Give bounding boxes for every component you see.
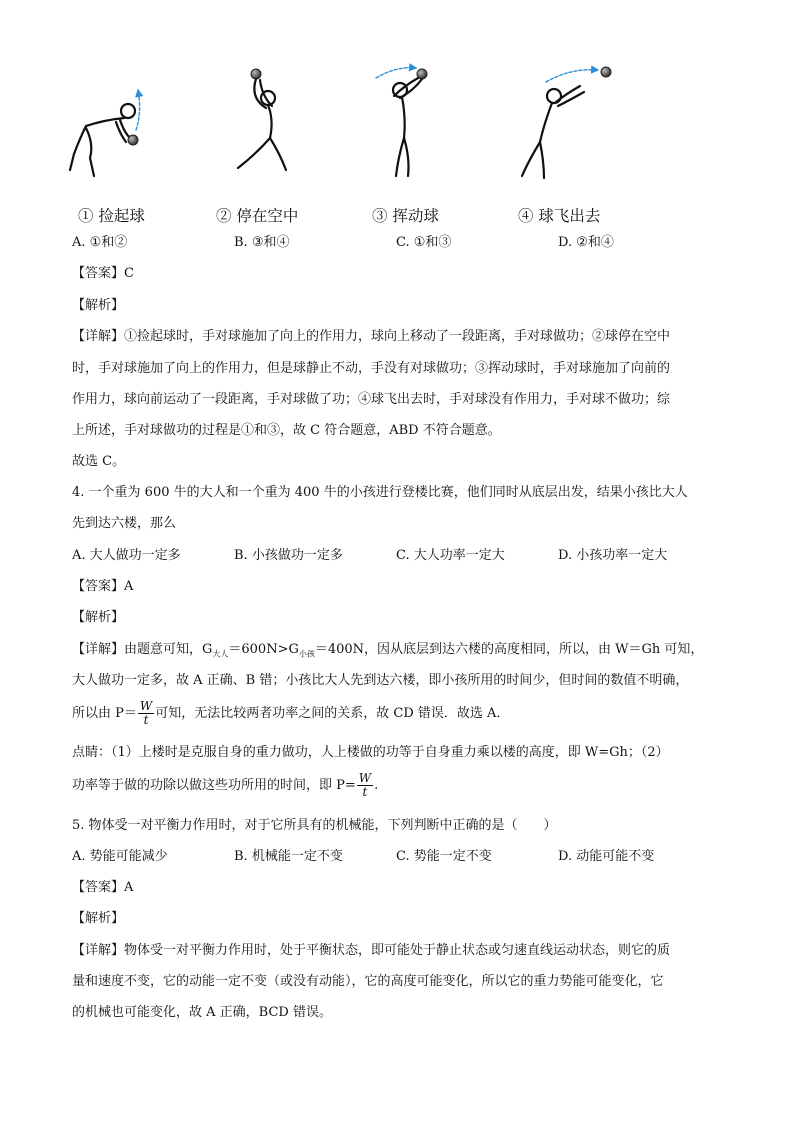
q4-detail-3-part-a: 所以由 P＝ bbox=[72, 706, 137, 721]
caption-figure-2: ② 停在空中 bbox=[216, 207, 299, 225]
q4-tip-2-part-a: 功率等于做的功除以做这些功所用的时间，即 P= bbox=[72, 778, 356, 793]
caption-figure-3: ③ 挥动球 bbox=[372, 207, 439, 225]
caption-figure-4: ④ 球飞出去 bbox=[518, 207, 601, 225]
q5-detail-line-1: 【详解】物体受一对平衡力作用时，处于平衡状态，即可能处于静止状态或匀速直线运动状态，则它的质 bbox=[72, 943, 671, 958]
q5-detail-line-3: 的机械也可能变化，故 A 正确，BCD 错误。 bbox=[72, 1005, 332, 1020]
q3-option-d: D. ②和④ bbox=[558, 235, 614, 250]
figure-1-pick-up-ball bbox=[70, 90, 140, 176]
fraction-denominator: t bbox=[143, 713, 149, 727]
q4-subscript-adult: 大人 bbox=[212, 649, 229, 659]
q4-analysis-heading: 【解析】 bbox=[72, 610, 125, 625]
q4-detail-3-part-b: 可知，无法比较两者功率之间的关系，故 CD 错误．故选 A． bbox=[155, 706, 510, 721]
q4-detail-1-part-c: ＝400N，因从底层到达六楼的高度相同，所以，由 W＝Gh 可知， bbox=[314, 642, 704, 657]
q5-option-c: C. 势能一定不变 bbox=[396, 849, 492, 864]
q3-answer: 【答案】C bbox=[72, 266, 134, 281]
q3-option-c: C. ①和③ bbox=[396, 235, 452, 250]
fraction-denominator-2: t bbox=[362, 785, 368, 799]
fraction-numerator-2: W bbox=[358, 771, 372, 785]
q5-detail-line-2: 量和速度不变，它的动能一定不变（或没有动能），它的高度可能变化，所以它的重力势能可能变化，它 bbox=[72, 974, 664, 989]
q5-stem: 5. 物体受一对平衡力作用时，对于它所具有的机械能，下列判断中正确的是（ ） bbox=[72, 818, 557, 833]
q4-tip-2-part-b: . bbox=[374, 778, 379, 793]
q4-option-b: B. 小孩做功一定多 bbox=[234, 548, 343, 563]
q3-detail-line-3: 作用力，球向前运动了一段距离，手对球做了功；④球飞出去时，手对球没有作用力，手对球不做功；综 bbox=[72, 392, 671, 407]
stick-figures-illustration bbox=[60, 58, 660, 198]
q3-option-a: A. ①和② bbox=[72, 235, 128, 250]
q3-detail-line-1: 【详解】①捡起球时，手对球施加了向上的作用力，球向上移动了一段距离，手对球做功；②球停在空中 bbox=[72, 329, 671, 344]
q4-detail-1-part-b: ＝600N>G bbox=[228, 642, 299, 657]
fraction-numerator: W bbox=[139, 699, 153, 713]
q4-detail-line-1 bbox=[72, 640, 703, 665]
figure-4-ball-flies-out bbox=[522, 67, 611, 178]
q4-stem-line-2: 先到达六楼，那么 bbox=[72, 516, 177, 531]
q4-answer: 【答案】A bbox=[72, 579, 134, 594]
q3-detail-line-4: 上所述，手对球做功的过程是①和③，故 C 符合题意，ABD 不符合题意。 bbox=[72, 423, 501, 438]
power-formula-fraction-2 bbox=[357, 772, 373, 799]
q4-option-c: C. 大人功率一定大 bbox=[396, 548, 505, 563]
figure-2-ball-held-still bbox=[238, 69, 286, 170]
figure-3-swing-ball bbox=[376, 68, 427, 176]
q3-analysis-heading: 【解析】 bbox=[72, 298, 125, 313]
power-formula-fraction bbox=[138, 700, 154, 727]
q4-stem-line-1: 4. 一个重为 600 牛的大人和一个重为 400 牛的小孩进行登楼比赛，他们同时从底层出发，结果小孩比大人 bbox=[72, 485, 688, 500]
q5-answer: 【答案】A bbox=[72, 880, 134, 895]
q5-option-d: D. 动能可能不变 bbox=[558, 849, 655, 864]
caption-figure-1: ① 捡起球 bbox=[78, 207, 145, 225]
q3-conclusion: 故选 C。 bbox=[72, 454, 126, 469]
q4-detail-line-3 bbox=[72, 700, 509, 728]
q5-analysis-heading: 【解析】 bbox=[72, 911, 125, 926]
q4-tip-line-2 bbox=[72, 772, 378, 800]
q3-option-b: B. ③和④ bbox=[234, 235, 290, 250]
q5-option-a: A. 势能可能减少 bbox=[72, 849, 168, 864]
q4-tip-line-1: 点睛：（1）上楼时是克服自身的重力做功，人上楼做的功等于自身重力乘以楼的高度，即 W=Gh；（2） bbox=[72, 745, 669, 760]
q3-detail-line-2: 时，手对球施加了向上的作用力，但是球静止不动，手没有对球做功；③挥动球时，手对球施加了向前的 bbox=[72, 361, 671, 376]
q4-option-d: D. 小孩功率一定大 bbox=[558, 548, 668, 563]
q5-option-b: B. 机械能一定不变 bbox=[234, 849, 343, 864]
q4-detail-1-part-a: 【详解】由题意可知，G bbox=[72, 642, 213, 657]
q4-detail-line-2: 大人做功一定多，故 A 正确、B 错；小孩比大人先到达六楼，即小孩所用的时间少，但时间的数值不明确， bbox=[72, 673, 689, 688]
q4-option-a: A. 大人做功一定多 bbox=[72, 548, 181, 563]
q4-subscript-child: 小孩 bbox=[298, 649, 315, 659]
